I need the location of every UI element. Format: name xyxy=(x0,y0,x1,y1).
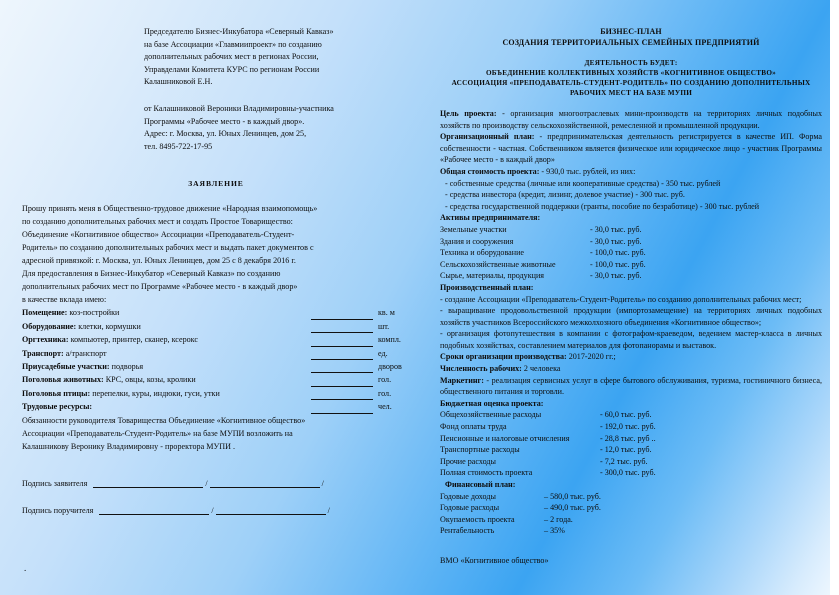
body-line: Прошу принять меня в Общественно-трудовое движение «Народная взаимопомощь» xyxy=(22,204,318,214)
signature-label: Подпись заявителя xyxy=(22,478,88,488)
contribution-label: Поголовья птицы: xyxy=(22,388,91,398)
contribution-detail: а/транспорт xyxy=(65,348,107,358)
addressee-line: на базе Ассоциации «Главмиипроект» по созданию xyxy=(144,39,322,49)
signature-name-line[interactable] xyxy=(210,479,320,488)
signature-name-line[interactable] xyxy=(216,506,326,515)
responsibility-line: Ассоциации «Преподаватель-Студент-Родитель» на базе МУПИ возложить на xyxy=(22,428,293,438)
contribution-detail: клетки, кормушки xyxy=(78,321,141,331)
workers-line xyxy=(440,363,822,375)
spacer xyxy=(144,89,416,103)
workers-label: Численность рабочих: xyxy=(440,364,522,374)
contribution-unit: дворов xyxy=(378,361,402,371)
asset-row xyxy=(440,247,822,259)
organizational-plan-text: - предпринимательская деятельность регистрируется в качестве ИП. Форма собственности - частная. Собственником является физическое или юридическое лицо - участник Программы «Рабочее место - в каждый двор» xyxy=(440,132,822,165)
responsibility-line: Обязанности руководителя Товарищества Объединение «Когнитивное общество» xyxy=(22,415,306,425)
contribution-input-line[interactable] xyxy=(311,311,373,320)
contribution-row xyxy=(22,373,410,386)
activity-heading: ДЕЯТЕЛЬНОСТЬ БУДЕТ: xyxy=(584,59,678,67)
budget-value: - 300,0 тыс. руб. xyxy=(600,468,656,478)
contribution-label: Оборудование: xyxy=(22,321,77,331)
budget-value: - 60,0 тыс. руб. xyxy=(600,410,652,420)
cost-item: - средства инвестора (кредит, лизинг, долевое участие) - 300 тыс. руб. xyxy=(445,190,685,200)
production-plan-item: - организация фотопутешествия в компании с фотографом-краеведом, ведением мастер-класса в личных подобных хозяйствах, составлением материалов для фотопанорамы и выставок. xyxy=(440,329,822,350)
finance-value: – 490,0 тыс. руб. xyxy=(544,503,601,513)
applicant-line: Адрес: г. Москва, ул. Юных Ленинцев, дом 25, xyxy=(144,129,307,139)
body-line: в качестве вклада имею: xyxy=(22,295,107,305)
budget-value: - 7,2 тыс. руб. xyxy=(600,456,648,466)
signature-slash: / xyxy=(321,478,324,488)
contribution-detail: подворья xyxy=(111,361,144,371)
contribution-row xyxy=(22,306,410,319)
contribution-input-line[interactable] xyxy=(311,391,373,400)
contribution-row xyxy=(22,387,410,400)
contribution-detail: КРС, овцы, козы, кролики xyxy=(105,375,196,385)
asset-value: - 100,0 тыс. руб. xyxy=(590,248,646,258)
budget-name: Пенсионные и налоговые отчисления xyxy=(440,433,570,443)
budget-name: Общехозяйственные расходы xyxy=(440,410,542,420)
asset-value: - 100,0 тыс. руб. xyxy=(590,259,646,269)
signature-line[interactable] xyxy=(99,506,209,515)
body-line: Родитель» по созданию дополнительных рабочих мест и выдать пакет документов с xyxy=(22,243,314,253)
signature-line[interactable] xyxy=(93,479,203,488)
spacer xyxy=(440,48,822,58)
budget-value: - 12,0 тыс. руб. xyxy=(600,445,652,455)
body-line: дополнительных рабочих мест по Программе «Рабочее место - в каждый двор» xyxy=(22,282,298,292)
contribution-input-line[interactable] xyxy=(311,351,373,360)
responsibility-line: Калашникову Веронику Владимировну - проректора МУПИ . xyxy=(22,441,236,451)
budget-name: Фонд оплаты труда xyxy=(440,422,507,432)
production-plan-item: - создание Ассоциации «Преподаватель-Студент-Родитель» по созданию дополнительных рабочих мест; xyxy=(440,294,802,304)
marketing-text: - реализация сервисных услуг в сфере бытового обслуживания, туризма, гостиничного бизнеса, общественного питания и торговли. xyxy=(440,375,822,397)
contribution-unit: гол. xyxy=(378,375,392,385)
finance-row xyxy=(440,525,822,537)
addressee-block xyxy=(144,26,416,153)
asset-name: Земельные участки xyxy=(440,224,507,234)
contribution-label: Поголовья животных: xyxy=(22,375,104,385)
contribution-detail: компьютер, принтер, сканер, ксерокс xyxy=(70,335,199,345)
finance-name: Рентабельность xyxy=(440,526,495,536)
activity-line: АССОЦИАЦИЯ «ПРЕПОДАВАТЕЛЬ-СТУДЕНТ-РОДИТЕЛЬ» ПО СОЗДАНИЮ ДОПОЛНИТЕЛЬНЫХ xyxy=(451,79,811,87)
contribution-unit: кв. м xyxy=(378,308,395,318)
contribution-label: Приусадебные участки: xyxy=(22,361,110,371)
left-column-application xyxy=(8,0,422,595)
spacer xyxy=(22,188,410,202)
contribution-unit: гол. xyxy=(378,388,392,398)
terms-value: 2017-2020 гг.; xyxy=(566,352,616,362)
finance-name: Годовые расходы xyxy=(440,503,500,513)
goal-paragraph xyxy=(440,108,822,131)
body-line: адресной привязкой: г. Москва, ул. Юных Ленинцев, дом 25 с 8 декабря 2016 г. xyxy=(22,256,296,266)
budget-row xyxy=(440,456,822,468)
body-line: по созданию дополнительных рабочих мест и создать Простое Товарищество: xyxy=(22,217,293,227)
asset-value: - 30,0 тыс. руб. xyxy=(590,224,642,234)
finance-row xyxy=(440,491,822,503)
finance-row xyxy=(440,514,822,526)
asset-name: Сырье, материалы, продукция xyxy=(440,271,545,281)
addressee-line: Управделами Комитета КУРС по регионам России xyxy=(144,64,320,74)
activity-line: ОБЪЕДИНЕНИЕ КОЛЛЕКТИВНЫХ ХОЗЯЙСТВ «КОГНИТИВНОЕ ОБЩЕСТВО» xyxy=(485,69,777,77)
budget-name: Полная стоимость проекта xyxy=(440,468,533,478)
contribution-detail: перепелки, куры, индюки, гуси, утки xyxy=(92,388,220,398)
budget-row xyxy=(440,444,822,456)
marketing-paragraph xyxy=(440,375,822,398)
production-plan-item: - выращивание продовольственной продукции (импортозамещение) на территориях личных подобных хозяйств участников Всероссийского межколхозного объединения «Когнитивное общество»; xyxy=(440,306,822,327)
right-column-business-plan xyxy=(432,0,830,595)
budget-row xyxy=(440,433,822,445)
contribution-unit: компл. xyxy=(378,335,401,345)
spacer xyxy=(22,453,410,479)
contribution-row xyxy=(22,333,410,346)
responsibility-block xyxy=(22,414,410,453)
application-body xyxy=(22,202,410,306)
finance-row xyxy=(440,502,822,514)
signature-slash: / xyxy=(205,478,208,488)
finance-value: – 2 года. xyxy=(544,514,573,524)
asset-value: - 30,0 тыс. руб. xyxy=(590,271,642,281)
asset-name: Здания и сооружения xyxy=(440,236,514,246)
asset-name: Сельскохозяйственные животные xyxy=(440,259,556,269)
asset-row xyxy=(440,236,822,248)
finance-value: – 35% xyxy=(544,526,565,536)
contribution-input-line[interactable] xyxy=(311,324,373,333)
contribution-input-line[interactable] xyxy=(311,338,373,347)
contribution-input-line[interactable] xyxy=(311,405,373,414)
goal-label: Цель проекта: xyxy=(440,109,497,118)
contribution-row xyxy=(22,400,410,413)
budget-name: Прочие расходы xyxy=(440,456,496,466)
marketing-label: Маркетинг: xyxy=(440,375,484,385)
budget-row xyxy=(440,421,822,433)
spacer xyxy=(440,98,822,108)
body-line: Для предоставления в Бизнес-Инкубатор «Северный Кавказ» по созданию xyxy=(22,269,281,279)
terms-line xyxy=(440,351,822,363)
signature-row-guarantor xyxy=(22,506,410,515)
contribution-unit: шт. xyxy=(378,321,390,331)
budget-label: Бюджетная оценка проекта: xyxy=(440,398,544,408)
cost-item: - собственные средства (личные или кооперативные средства) - 350 тыс. рублей xyxy=(445,178,721,188)
contribution-label: Помещение: xyxy=(22,308,68,318)
asset-name: Техника и оборудование xyxy=(440,248,525,258)
budget-value: - 192,0 тыс. руб. xyxy=(600,422,656,432)
production-plan-label: Производственный план: xyxy=(440,282,534,292)
total-cost-label: Общая стоимость проекта: xyxy=(440,166,540,176)
contribution-detail: коз-постройки xyxy=(69,308,120,318)
application-heading: ЗАЯВЛЕНИЕ xyxy=(188,179,244,189)
contribution-label: Трудовые ресурсы: xyxy=(22,402,93,412)
addressee-line: дополнительных рабочих мест в регионах России, xyxy=(144,52,319,62)
signature-slash: / xyxy=(327,505,330,515)
budget-value: - 28,8 тыс. руб .. xyxy=(600,433,656,443)
activity-line: РАБОЧИХ МЕСТ НА БАЗЕ МУПИ xyxy=(569,89,693,97)
cost-item: - средства государственной поддержки (гранты, пособие по безработице) - 300 тыс. рублей xyxy=(445,201,760,211)
contribution-label: Транспорт: xyxy=(22,348,64,358)
finance-name: Окупаемость проекта xyxy=(440,514,515,524)
assets-label: Активы предпринимателя: xyxy=(440,213,541,223)
contribution-input-line[interactable] xyxy=(311,378,373,387)
budget-row xyxy=(440,409,822,421)
contribution-unit: чел. xyxy=(378,402,392,412)
business-plan-subtitle: СОЗДАНИЯ ТЕРРИТОРИАЛЬНЫХ СЕМЕЙНЫХ ПРЕДПРИЯТИЙ xyxy=(502,38,760,47)
signature-row-applicant xyxy=(22,479,410,488)
contribution-row xyxy=(22,320,410,333)
goal-text: - организация многоотраслевых мини-производств на территориях личных подобных хозяйств по производству сельскохозяйственной, ремесленной и промышленной продукции. xyxy=(440,109,822,130)
applicant-line: тел. 8495-722-17-95 xyxy=(144,141,213,151)
organizational-plan-paragraph xyxy=(440,131,822,166)
spacer xyxy=(440,537,822,555)
contribution-unit: ед. xyxy=(378,348,388,358)
total-cost-line xyxy=(440,166,822,178)
budget-name: Транспортные расходы xyxy=(440,445,520,455)
contribution-label: Оргтехника: xyxy=(22,335,69,345)
organization-footer: ВМО «Когнитивное общество» xyxy=(440,555,549,565)
finance-value: – 580,0 тыс. руб. xyxy=(544,491,601,501)
contribution-row xyxy=(22,347,410,360)
addressee-line: Калашниковой Е.Н. xyxy=(144,77,213,87)
contribution-row xyxy=(22,360,410,373)
applicant-line: Программы «Рабочее место - в каждый двор». xyxy=(144,116,305,126)
asset-row xyxy=(440,270,822,282)
budget-row xyxy=(440,467,822,479)
workers-value: 2 человека xyxy=(521,364,561,374)
total-cost-value: - 930,0 тыс. рублей, из них: xyxy=(539,166,636,176)
terms-label: Сроки организации производства: xyxy=(440,352,567,362)
signature-slash: / xyxy=(211,505,214,515)
footer-mark: . xyxy=(24,563,27,573)
contribution-input-line[interactable] xyxy=(311,364,373,373)
spacer xyxy=(22,153,410,179)
addressee-line: Председателю Бизнес-Инкубатора «Северный Кавказ» xyxy=(144,27,334,36)
body-line: Объединение «Когнитивное общество» Ассоциации «Преподаватель-Студент- xyxy=(22,230,295,240)
asset-value: - 30,0 тыс. руб. xyxy=(590,236,642,246)
finance-name: Годовые доходы xyxy=(440,491,496,501)
signature-label: Подпись поручителя xyxy=(22,505,94,515)
organizational-plan-label: Организационный план: xyxy=(440,132,535,142)
business-plan-title: БИЗНЕС-ПЛАН xyxy=(600,27,662,36)
asset-row xyxy=(440,259,822,271)
asset-row xyxy=(440,224,822,236)
contribution-list xyxy=(22,306,410,413)
financial-plan-label: Финансовый план: xyxy=(445,480,516,489)
applicant-line: от Калашниковой Вероники Владимировны-участника xyxy=(144,103,334,113)
